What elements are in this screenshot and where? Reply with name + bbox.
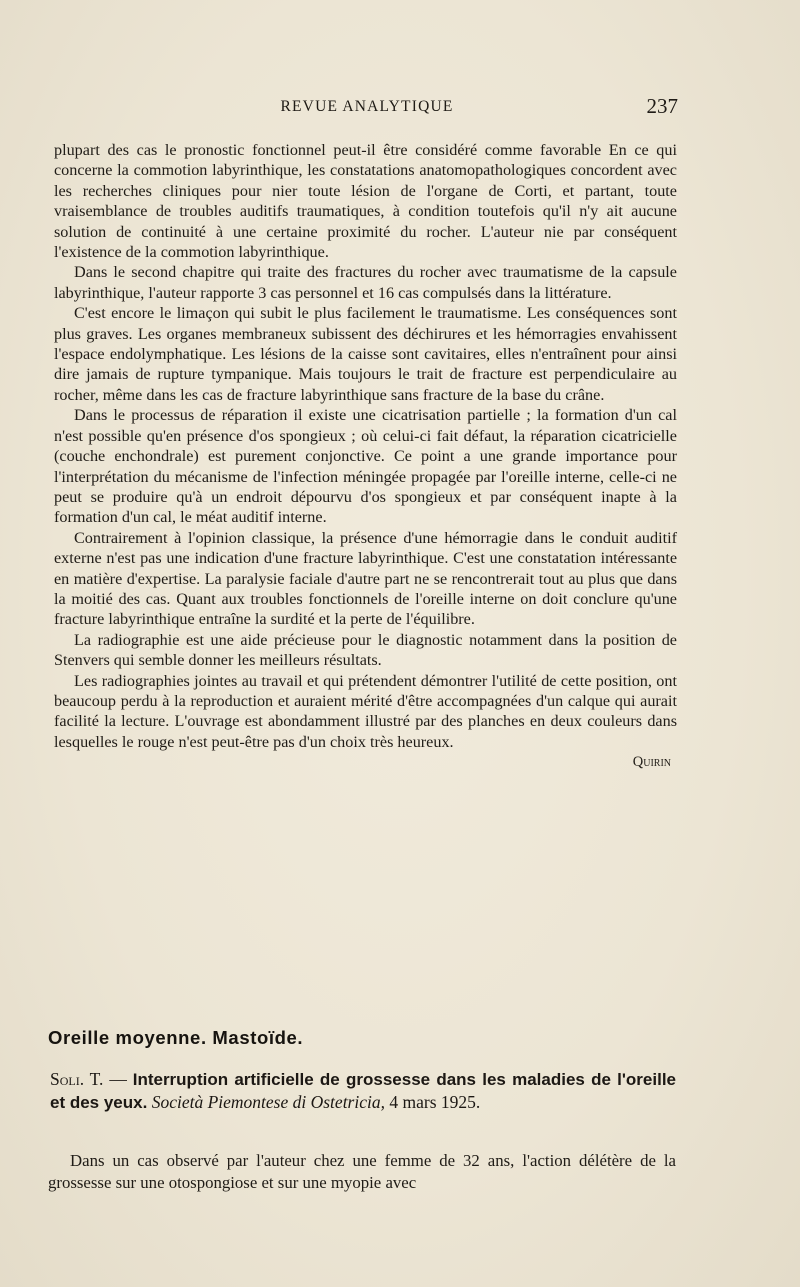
running-header xyxy=(54,94,680,118)
section-heading: Oreille moyenne. Mastoïde. xyxy=(48,1027,304,1048)
paragraph: La radiographie est une aide précieuse pour le diagnostic notamment dans la position de Stenvers qui semble donner les meilleurs résultats. xyxy=(54,630,677,670)
paragraph: Dans le processus de réparation il existe une cicatrisation partielle ; la formation d'un cal n'est possible qu'en présence d'os spongieux ; où celui-ci fait défaut, la réparation cicatricielle (couche enchondrale) est purement conjonctive. Ce point a une grande importance pour l'interprétation du mécanisme de l'infection méningée propagée par l'oreille interne, celle-ci ne peut se produire qu'à un endroit dépourvu d'os spongieux et par conséquent inapte à la formation d'un cal, le méat auditif interne. xyxy=(54,406,677,527)
article-dash: — xyxy=(109,1069,127,1089)
paragraph: Dans un cas observé par l'auteur chez une femme de 32 ans, l'action délétère de la grossesse sur une otospongiose et sur une myopie avec xyxy=(48,1151,676,1192)
article-reference xyxy=(50,1068,676,1114)
article-society: Società Piemontese di Ostetricia, xyxy=(151,1092,385,1112)
article-body xyxy=(48,1150,676,1194)
paragraph: C'est encore le limaçon qui subit le plus facilement le traumatisme. Les conséquences sont plus graves. Les organes membraneux subissent des déchirures et les hémorragies envahissent l'espace endolymphatique. Les lésions de la caisse sont cavitaires, elles n'entraînent pour ainsi dire jamais de rupture tympanique. Mais toujours le trait de fracture est perpendiculaire au rocher, même dans les cas de fracture labyrinthique sans fracture de la base du crâne. xyxy=(54,304,677,404)
signature-line xyxy=(54,752,677,772)
article-date: 4 mars 1925. xyxy=(389,1092,481,1112)
page-number: 237 xyxy=(646,94,678,118)
signature: Quirin xyxy=(632,754,671,771)
article-author: Soli. T. xyxy=(50,1069,104,1089)
review-body xyxy=(54,140,677,773)
article-title: Interruption artificielle de grossesse dans les maladies de l'oreille et des yeux. xyxy=(50,1070,677,1112)
paragraph-last xyxy=(54,671,677,753)
paragraph-last-text: Les radiographies jointes au travail et qui prétendent démontrer l'utilité de cette position, ont beaucoup perdu à la reproduction et auraient mérité d'être accompagnées d'un calque qui aurait facilité la lecture. L'ouvrage est abondamment illustré par des planches en deux couleurs dans lesquelles le rouge n'est peut-être pas d'un choix très heureux. xyxy=(54,671,677,751)
paragraph: Dans le second chapitre qui traite des fractures du rocher avec traumatisme de la capsule labyrinthique, l'auteur rapporte 3 cas personnel et 16 cas compulsés dans la littérature. xyxy=(54,263,677,302)
paragraph: Contrairement à l'opinion classique, la présence d'une hémorragie dans le conduit auditif externe n'est pas une indication d'une fracture labyrinthique. C'est une constatation intéressante en matière d'expertise. La paralysie faciale d'autre part ne se rencontrerait tout au plus que dans la moitié des cas. Quant aux troubles fonctionnels de l'oreille interne on doit conclure qu'une fracture labyrinthique entraîne la surdité et la perte de l'équilibre. xyxy=(54,528,677,629)
running-title: REVUE ANALYTIQUE xyxy=(280,98,454,115)
paragraph: plupart des cas le pronostic fonctionnel peut-il être considéré comme favorable En ce qui concerne la commotion labyrinthique, les constatations anatomopathologiques concordent avec les recherches cliniques pour nier toute lésion de l'organe de Corti, et partant, toute vraisemblance de troubles auditifs traumatiques, à condition toutefois qu'il n'y ait aucune solution de continuité à une certaine proximité du rocher. L'auteur nie par conséquent l'existence de la commotion labyrinthique. xyxy=(54,141,677,262)
